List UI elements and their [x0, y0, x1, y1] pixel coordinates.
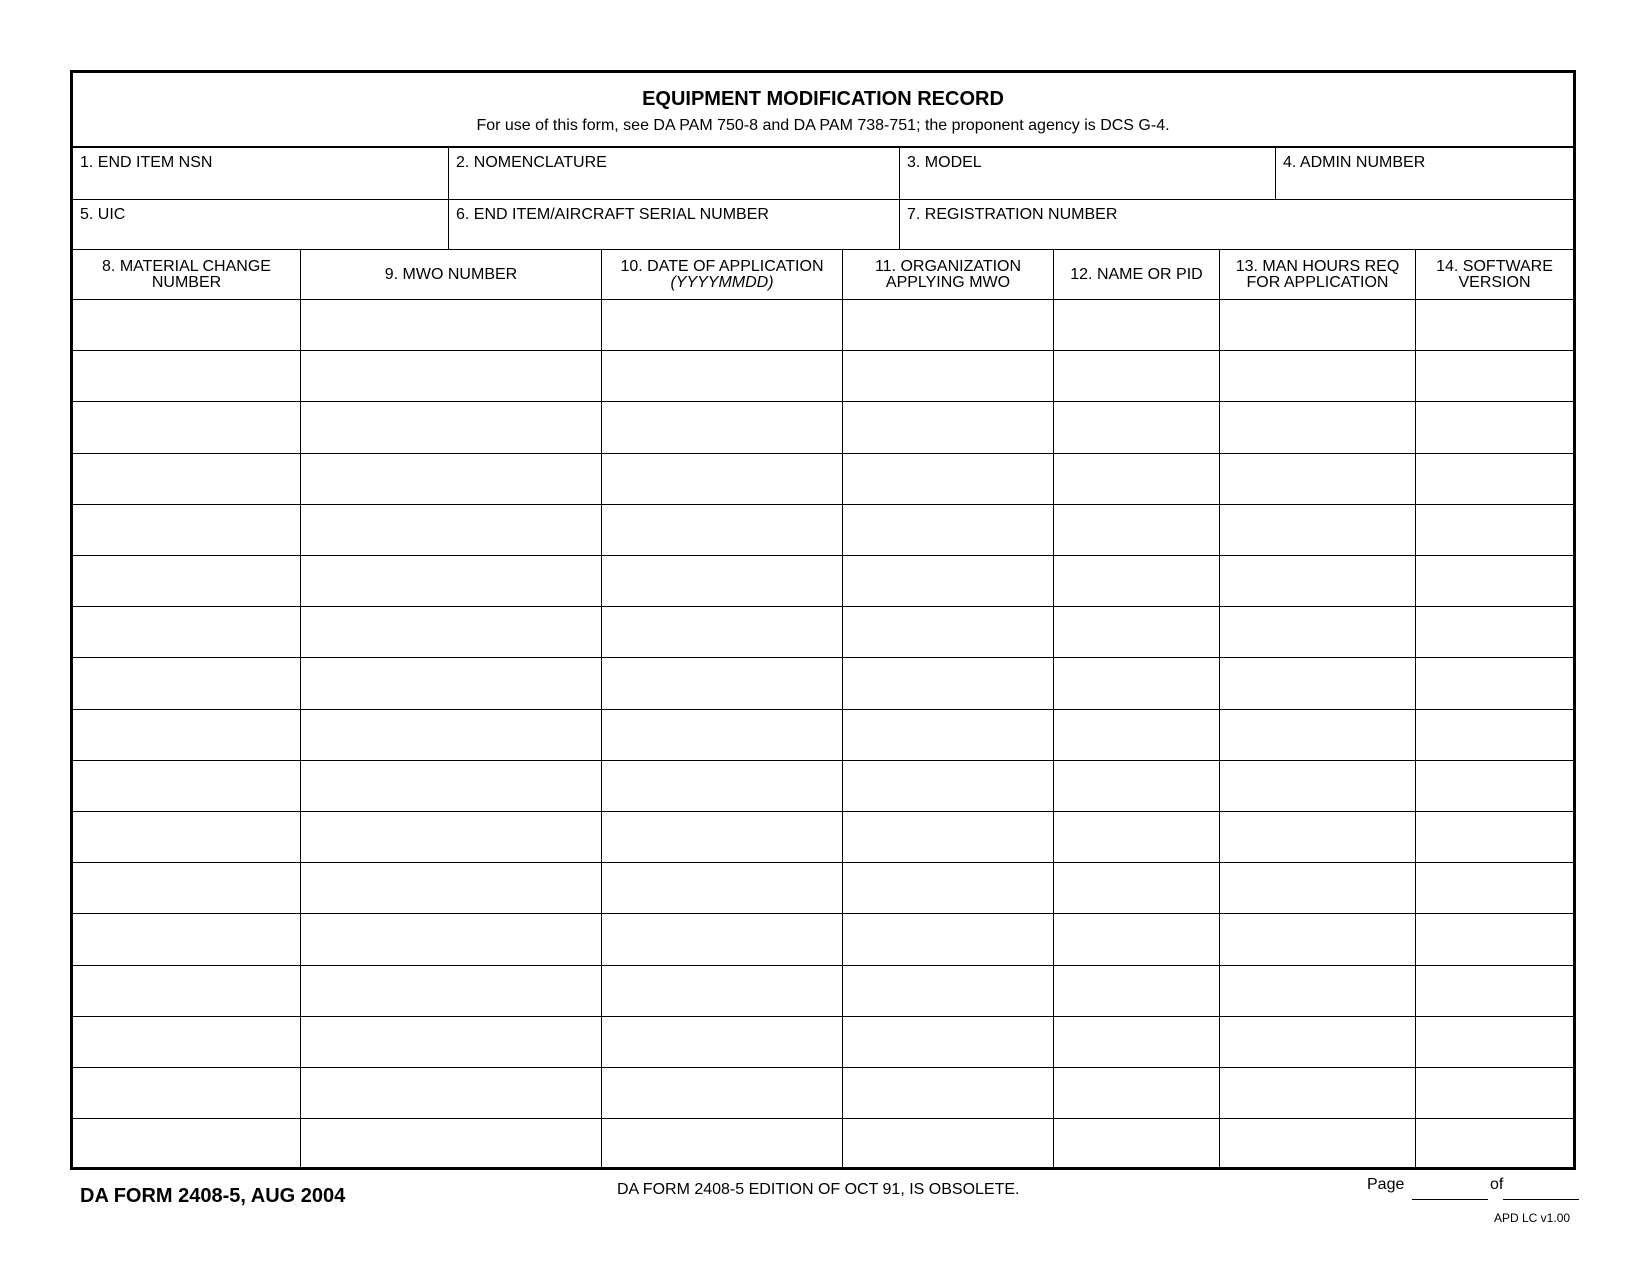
mwo-number-cell[interactable] [301, 863, 602, 913]
man-hours-cell[interactable] [1220, 300, 1416, 350]
material-change-cell[interactable] [73, 351, 301, 401]
name-or-pid-cell[interactable] [1054, 710, 1220, 760]
software-version-cell[interactable] [1416, 812, 1573, 862]
name-or-pid-cell[interactable] [1054, 402, 1220, 452]
man-hours-cell[interactable] [1220, 761, 1416, 811]
material-change-cell[interactable] [73, 300, 301, 350]
man-hours-cell[interactable] [1220, 1119, 1416, 1170]
man-hours-cell[interactable] [1220, 505, 1416, 555]
software-version-cell[interactable] [1416, 454, 1573, 504]
man-hours-cell[interactable] [1220, 607, 1416, 657]
material-change-cell[interactable] [73, 556, 301, 606]
date-of-application-cell[interactable] [602, 1119, 843, 1170]
table-row [73, 710, 1573, 761]
table-row [73, 454, 1573, 505]
page-label: Page [1367, 1176, 1405, 1193]
end-item-nsn-label: 1. END ITEM NSN [80, 154, 213, 171]
date-of-application-cell[interactable] [602, 1017, 843, 1067]
table-row [73, 966, 1573, 1017]
header-fields-row-2 [73, 200, 1573, 250]
table-row [73, 914, 1573, 965]
mwo-number-cell[interactable] [301, 1068, 602, 1118]
header-fields-row-1 [73, 148, 1573, 200]
man-hours-cell[interactable] [1220, 863, 1416, 913]
man-hours-cell[interactable] [1220, 658, 1416, 708]
form-subtitle: For use of this form, see DA PAM 750-8 and DA PAM 738-751; the proponent agency is DCS G-4. [476, 117, 1170, 134]
software-version-cell[interactable] [1416, 710, 1573, 760]
software-version-cell[interactable] [1416, 863, 1573, 913]
name-or-pid-cell[interactable] [1054, 966, 1220, 1016]
date-of-application-cell[interactable] [602, 812, 843, 862]
organization-cell[interactable] [843, 710, 1054, 760]
date-of-application-cell[interactable] [602, 761, 843, 811]
man-hours-cell[interactable] [1220, 914, 1416, 964]
column-header-text: VERSION [1458, 273, 1531, 291]
date-format-hint: (YYYYMMDD) [670, 273, 774, 291]
date-of-application-cell[interactable] [602, 351, 843, 401]
column-header-man-hours [1220, 250, 1416, 299]
software-version-cell[interactable] [1416, 658, 1573, 708]
name-or-pid-cell[interactable] [1054, 351, 1220, 401]
column-header-text: 8. MATERIAL CHANGE [102, 257, 271, 275]
mwo-number-cell[interactable] [301, 402, 602, 452]
admin-number-label: 4. ADMIN NUMBER [1283, 154, 1426, 171]
table-header [73, 250, 1573, 300]
column-header-text: 9. MWO NUMBER [384, 265, 518, 283]
name-or-pid-cell[interactable] [1054, 812, 1220, 862]
software-version-cell[interactable] [1416, 300, 1573, 350]
table-row [73, 402, 1573, 453]
name-or-pid-cell[interactable] [1054, 1119, 1220, 1170]
organization-cell[interactable] [843, 761, 1054, 811]
column-header-organization [843, 250, 1054, 299]
serial-number-label: 6. END ITEM/AIRCRAFT SERIAL NUMBER [456, 206, 769, 223]
form-version: APD LC v1.00 [1494, 1211, 1571, 1225]
organization-cell[interactable] [843, 300, 1054, 350]
man-hours-cell[interactable] [1220, 1068, 1416, 1118]
column-header-text: 12. NAME OR PID [1070, 265, 1203, 283]
software-version-cell[interactable] [1416, 1017, 1573, 1067]
name-or-pid-cell[interactable] [1054, 1068, 1220, 1118]
mwo-number-cell[interactable] [301, 710, 602, 760]
date-of-application-cell[interactable] [602, 1068, 843, 1118]
column-header-date-of-application [602, 250, 843, 299]
column-header-name-or-pid [1054, 250, 1220, 299]
serial-number-field[interactable] [449, 200, 900, 249]
mwo-number-cell[interactable] [301, 505, 602, 555]
man-hours-cell[interactable] [1220, 1017, 1416, 1067]
name-or-pid-cell[interactable] [1054, 863, 1220, 913]
material-change-cell[interactable] [73, 710, 301, 760]
date-of-application-cell[interactable] [602, 454, 843, 504]
date-of-application-cell[interactable] [602, 505, 843, 555]
column-header-software-version [1416, 250, 1573, 299]
page-total-field[interactable] [1503, 1199, 1579, 1200]
mwo-number-cell[interactable] [301, 812, 602, 862]
organization-cell[interactable] [843, 1068, 1054, 1118]
date-of-application-cell[interactable] [602, 300, 843, 350]
software-version-cell[interactable] [1416, 914, 1573, 964]
table-row [73, 863, 1573, 914]
man-hours-cell[interactable] [1220, 556, 1416, 606]
material-change-cell[interactable] [73, 505, 301, 555]
date-of-application-cell[interactable] [602, 710, 843, 760]
organization-cell[interactable] [843, 812, 1054, 862]
material-change-cell[interactable] [73, 761, 301, 811]
organization-cell[interactable] [843, 1119, 1054, 1170]
organization-cell[interactable] [843, 556, 1054, 606]
mwo-number-cell[interactable] [301, 300, 602, 350]
organization-cell[interactable] [843, 607, 1054, 657]
name-or-pid-cell[interactable] [1054, 1017, 1220, 1067]
organization-cell[interactable] [843, 863, 1054, 913]
of-label: of [1490, 1176, 1504, 1193]
mwo-number-cell[interactable] [301, 1119, 602, 1170]
form-id: DA FORM 2408-5, AUG 2004 [80, 1185, 346, 1207]
software-version-cell[interactable] [1416, 761, 1573, 811]
software-version-cell[interactable] [1416, 1119, 1573, 1170]
mwo-number-cell[interactable] [301, 658, 602, 708]
mwo-number-cell[interactable] [301, 761, 602, 811]
model-label: 3. MODEL [907, 154, 982, 171]
table-row [73, 658, 1573, 709]
page-number-field[interactable] [1412, 1199, 1488, 1200]
table-row [73, 505, 1573, 556]
organization-cell[interactable] [843, 351, 1054, 401]
model-field[interactable] [900, 148, 1276, 199]
nomenclature-label: 2. NOMENCLATURE [456, 154, 607, 171]
man-hours-cell[interactable] [1220, 454, 1416, 504]
software-version-cell[interactable] [1416, 1068, 1573, 1118]
date-of-application-cell[interactable] [602, 966, 843, 1016]
name-or-pid-cell[interactable] [1054, 454, 1220, 504]
man-hours-cell[interactable] [1220, 351, 1416, 401]
name-or-pid-cell[interactable] [1054, 505, 1220, 555]
man-hours-cell[interactable] [1220, 710, 1416, 760]
form-title: EQUIPMENT MODIFICATION RECORD [642, 88, 1004, 110]
organization-cell[interactable] [843, 914, 1054, 964]
mwo-number-cell[interactable] [301, 914, 602, 964]
material-change-cell[interactable] [73, 863, 301, 913]
registration-number-field[interactable] [900, 200, 1573, 249]
material-change-cell[interactable] [73, 812, 301, 862]
man-hours-cell[interactable] [1220, 966, 1416, 1016]
material-change-cell[interactable] [73, 1068, 301, 1118]
organization-cell[interactable] [843, 1017, 1054, 1067]
material-change-cell[interactable] [73, 1119, 301, 1170]
material-change-cell[interactable] [73, 658, 301, 708]
material-change-cell[interactable] [73, 966, 301, 1016]
software-version-cell[interactable] [1416, 402, 1573, 452]
date-of-application-cell[interactable] [602, 556, 843, 606]
mwo-number-cell[interactable] [301, 454, 602, 504]
name-or-pid-cell[interactable] [1054, 607, 1220, 657]
man-hours-cell[interactable] [1220, 402, 1416, 452]
name-or-pid-cell[interactable] [1054, 300, 1220, 350]
column-header-text: FOR APPLICATION [1246, 273, 1389, 291]
material-change-cell[interactable] [73, 1017, 301, 1067]
column-header-text: APPLYING MWO [885, 273, 1011, 291]
organization-cell[interactable] [843, 454, 1054, 504]
software-version-cell[interactable] [1416, 505, 1573, 555]
date-of-application-cell[interactable] [602, 402, 843, 452]
column-header-text: 10. DATE OF APPLICATION [620, 257, 824, 275]
mwo-number-cell[interactable] [301, 607, 602, 657]
obsolete-note: DA FORM 2408-5 EDITION OF OCT 91, IS OBSOLETE. [617, 1181, 1020, 1198]
table-row [73, 607, 1573, 658]
table-row [73, 812, 1573, 863]
end-item-nsn-field[interactable] [73, 148, 449, 199]
table-row [73, 1017, 1573, 1068]
registration-number-label: 7. REGISTRATION NUMBER [907, 206, 1118, 223]
organization-cell[interactable] [843, 402, 1054, 452]
material-change-cell[interactable] [73, 914, 301, 964]
form-header [73, 73, 1573, 148]
name-or-pid-cell[interactable] [1054, 914, 1220, 964]
table-row [73, 351, 1573, 402]
organization-cell[interactable] [843, 966, 1054, 1016]
mwo-number-cell[interactable] [301, 351, 602, 401]
date-of-application-cell[interactable] [602, 863, 843, 913]
material-change-cell[interactable] [73, 402, 301, 452]
date-of-application-cell[interactable] [602, 607, 843, 657]
software-version-cell[interactable] [1416, 556, 1573, 606]
date-of-application-cell[interactable] [602, 658, 843, 708]
material-change-cell[interactable] [73, 607, 301, 657]
equipment-modification-form [70, 70, 1576, 1170]
software-version-cell[interactable] [1416, 607, 1573, 657]
date-of-application-cell[interactable] [602, 914, 843, 964]
name-or-pid-cell[interactable] [1054, 658, 1220, 708]
column-header-material-change [73, 250, 301, 299]
column-header-text: 13. MAN HOURS REQ [1235, 257, 1400, 275]
table-row [73, 556, 1573, 607]
software-version-cell[interactable] [1416, 966, 1573, 1016]
admin-number-field[interactable] [1276, 148, 1573, 199]
table-row [73, 1119, 1573, 1170]
table-row [73, 300, 1573, 351]
material-change-cell[interactable] [73, 454, 301, 504]
name-or-pid-cell[interactable] [1054, 761, 1220, 811]
column-header-mwo-number [301, 250, 602, 299]
uic-label: 5. UIC [80, 206, 126, 223]
uic-field[interactable] [73, 200, 449, 249]
column-header-text: 11. ORGANIZATION [874, 257, 1022, 275]
mwo-number-cell[interactable] [301, 966, 602, 1016]
table-row [73, 1068, 1573, 1119]
organization-cell[interactable] [843, 658, 1054, 708]
mwo-number-cell[interactable] [301, 556, 602, 606]
column-header-text: 14. SOFTWARE [1436, 257, 1553, 275]
software-version-cell[interactable] [1416, 351, 1573, 401]
organization-cell[interactable] [843, 505, 1054, 555]
mwo-number-cell[interactable] [301, 1017, 602, 1067]
nomenclature-field[interactable] [449, 148, 900, 199]
man-hours-cell[interactable] [1220, 812, 1416, 862]
column-header-text: NUMBER [151, 273, 222, 291]
table-row [73, 761, 1573, 812]
name-or-pid-cell[interactable] [1054, 556, 1220, 606]
